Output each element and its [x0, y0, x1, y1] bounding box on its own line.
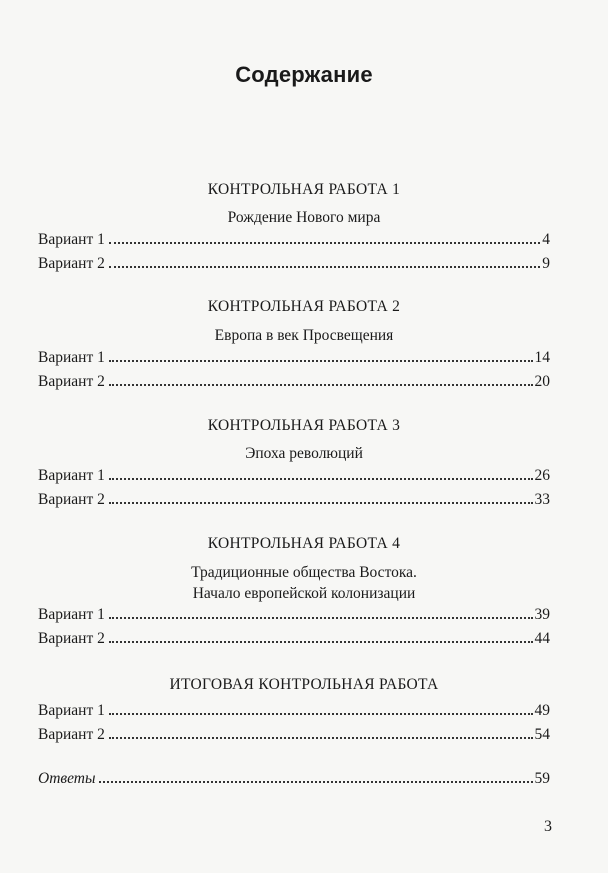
- toc-entry-page: 33: [534, 491, 550, 508]
- toc-entry-label: Вариант 1: [38, 349, 105, 366]
- toc-entry-page: 59: [534, 770, 550, 787]
- dot-leader: [109, 478, 533, 480]
- section-heading: КОНТРОЛЬНАЯ РАБОТА 1: [207, 181, 401, 198]
- section-subtitle: Традиционные общества Востока.: [191, 564, 417, 581]
- toc-entry-label: Вариант 2: [38, 726, 105, 743]
- toc-entry[interactable]: [38, 702, 550, 724]
- toc-entry-label: Ответы: [38, 770, 96, 787]
- dot-leader: [109, 713, 533, 715]
- toc-entry[interactable]: [38, 606, 550, 628]
- section-heading: КОНТРОЛЬНАЯ РАБОТА 4: [207, 535, 401, 552]
- section-subtitle: Рождение Нового мира: [227, 209, 381, 226]
- dot-leader: [109, 502, 533, 504]
- toc-entry-label: Вариант 1: [38, 231, 105, 248]
- section-heading: КОНТРОЛЬНАЯ РАБОТА 2: [207, 298, 401, 315]
- section-heading: КОНТРОЛЬНАЯ РАБОТА 3: [207, 417, 401, 434]
- toc-entry-label: Вариант 2: [38, 491, 105, 508]
- toc-entry[interactable]: [38, 630, 550, 652]
- toc-entry[interactable]: [38, 373, 550, 395]
- toc-entry-label: Вариант 2: [38, 373, 105, 390]
- section-heading: ИТОГОВАЯ КОНТРОЛЬНАЯ РАБОТА: [169, 676, 439, 693]
- dot-leader: [109, 737, 533, 739]
- toc-entry-page: 26: [534, 467, 550, 484]
- toc-entry-page: 54: [534, 726, 550, 743]
- dot-leader: [109, 617, 533, 619]
- toc-entry-answers[interactable]: [38, 770, 550, 792]
- toc-entry-label: Вариант 1: [38, 467, 105, 484]
- toc-entry[interactable]: [38, 231, 550, 253]
- dot-leader: [109, 360, 533, 362]
- toc-entry-label: Вариант 2: [38, 630, 105, 647]
- section-subtitle: Эпоха революций: [245, 445, 363, 462]
- page-title: Содержание: [235, 62, 373, 87]
- toc-entry-page: 49: [534, 702, 550, 719]
- toc-entry[interactable]: [38, 726, 550, 748]
- toc-entry-page: 44: [534, 630, 550, 647]
- toc-entry-label: Вариант 2: [38, 255, 105, 272]
- dot-leader: [109, 266, 540, 268]
- toc-entry-label: Вариант 1: [38, 702, 105, 719]
- dot-leader: [109, 384, 533, 386]
- dot-leader: [109, 242, 540, 244]
- toc-entry-label: Вариант 1: [38, 606, 105, 623]
- toc-entry-page: 14: [534, 349, 550, 366]
- section-subtitle: Европа в век Просвещения: [214, 327, 394, 344]
- toc-entry-page: 4: [542, 231, 550, 248]
- toc-entry[interactable]: [38, 491, 550, 513]
- toc-entry[interactable]: [38, 467, 550, 489]
- toc-entry[interactable]: [38, 349, 550, 371]
- dot-leader: [99, 781, 532, 783]
- toc-entry[interactable]: [38, 255, 550, 277]
- toc-entry-page: 39: [534, 606, 550, 623]
- dot-leader: [109, 641, 533, 643]
- page-number: 3: [544, 818, 552, 835]
- section-subtitle: Начало европейской колонизации: [192, 585, 416, 602]
- toc-entry-page: 20: [534, 373, 550, 390]
- toc-entry-page: 9: [542, 255, 550, 272]
